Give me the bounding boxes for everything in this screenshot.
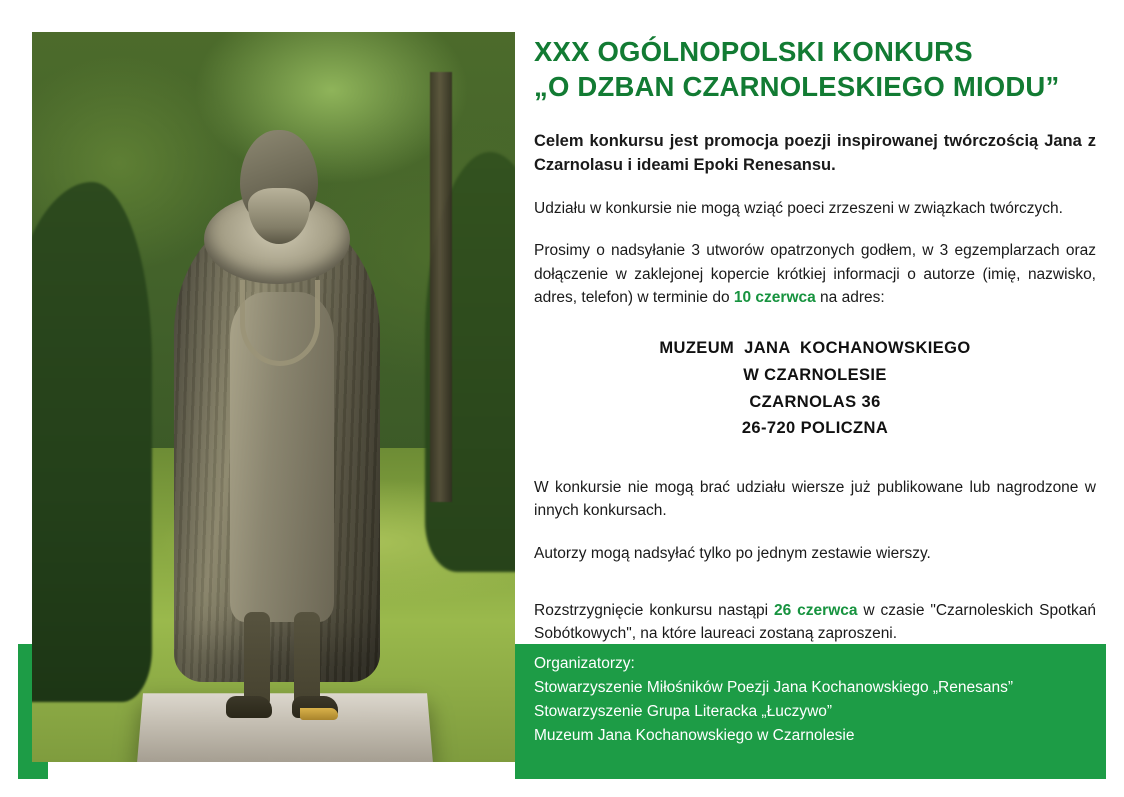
submission-text-part-2: na adres: [815,288,885,306]
address-line-1: MUZEUM JANA KOCHANOWSKIEGO [659,339,971,358]
results-text-part-1: Rozstrzygnięcie konkursu nastąpi [534,601,775,619]
results-date: 26 czerwca [774,601,858,619]
address-line-4: 26-720 POLICZNA [741,419,889,438]
address-line-3: CZARNOLAS 36 [749,392,881,411]
deadline-date: 10 czerwca [733,288,816,306]
results-text-part-2: w czasie "Czarnoleskich Spotkań Sobótkowych", na które laureaci zostaną zaproszeni. [534,601,1096,643]
paragraph-submission [534,239,1096,309]
organizer-item: Stowarzyszenie Grupa Literacka „Łuczywo” [534,703,833,721]
title-line-2: „O DZBAN CZARNOLESKIEGO MIODU” [534,71,1060,103]
statue-chain [240,280,320,366]
statue-photo [32,32,515,762]
paragraph-results [534,599,1096,646]
paragraph-one-set: Autorzy mogą nadsyłać tylko po jednym zestawie wierszy. [534,544,931,562]
statue-figure [152,112,402,712]
paragraph-eligibility: W konkursie nie mogą brać udziału wiersze już publikowane lub nagrodzone w innych konkursach. [534,479,1096,520]
organizers-block [534,652,1094,748]
organizers-heading: Organizatorzy: [534,655,635,672]
organizer-item: Muzeum Jana Kochanowskiego w Czarnolesie [534,727,855,745]
address-line-2: W CZARNOLESIE [743,365,887,384]
tree-trunk [430,72,452,502]
title-line-1: XXX OGÓLNOPOLSKI KONKURS [534,36,973,67]
tree-left [32,182,152,702]
paragraph-membership: Udziału w konkursie nie mogą wziąć poeci zrzeszeni w związkach twórczych. [534,200,1063,218]
statue-shoe-left [226,696,272,718]
poster-title [534,34,1096,104]
organizer-item: Stowarzyszenie Miłośników Poezji Jana Kochanowskiego „Renesans” [534,679,1014,697]
statue-leg-right [294,612,320,708]
mailing-address [534,335,1096,442]
submission-text-part-1: Prosimy o nadsyłanie 3 utworów opatrzonych godłem, w 3 egzemplarzach oraz dołączenie w zaklejonej kopercie krótkiej informacji o autorze (imię, nazwisko, adres, telefon) w terminie do [534,242,1096,306]
statue-shoe-highlight [300,708,338,720]
statue-leg-left [244,612,270,708]
lead-paragraph: Celem konkursu jest promocja poezji inspirowanej twórczością Jana z Czarnolasu i ideami Epoki Renesansu. [534,132,1096,175]
poster-text-column [534,34,1096,645]
